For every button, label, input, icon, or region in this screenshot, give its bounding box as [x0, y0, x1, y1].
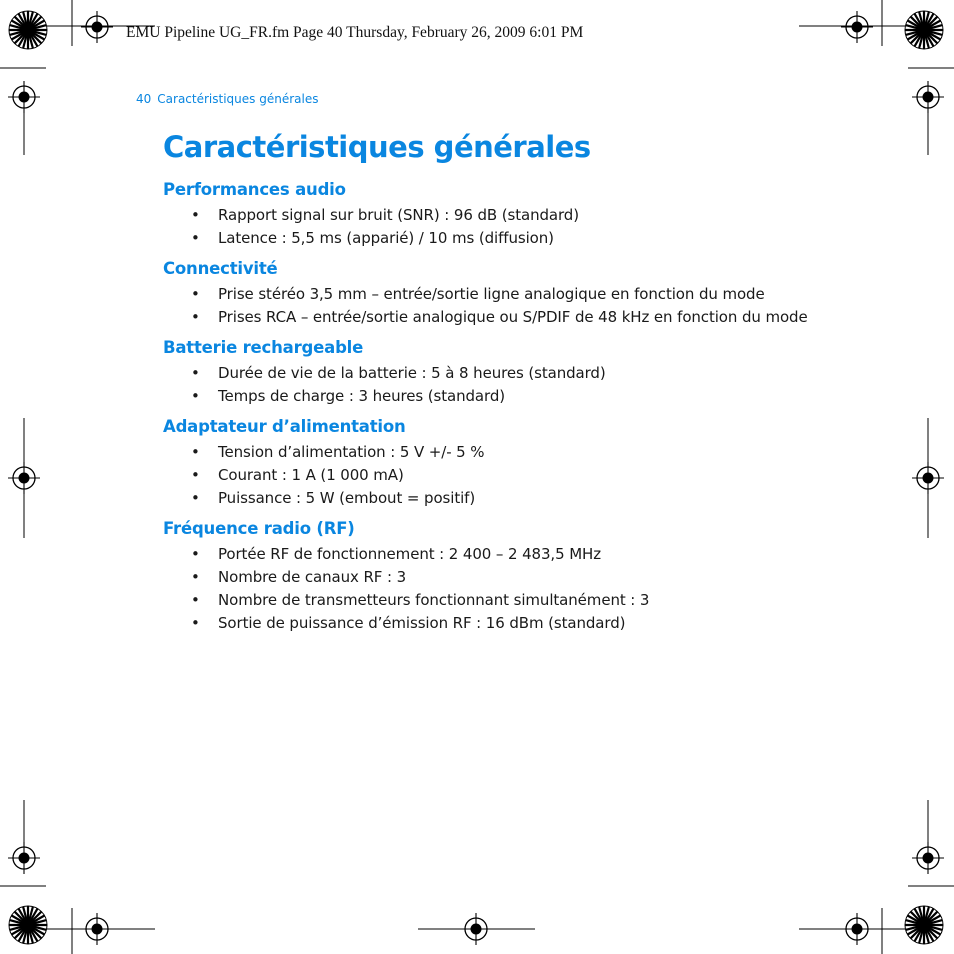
list-item-text: Nombre de canaux RF : 3	[218, 568, 407, 586]
page-title: Caractéristiques générales	[163, 130, 591, 164]
list-item-text: Puissance : 5 W (embout = positif)	[218, 489, 476, 507]
section-radio-frequency	[163, 518, 823, 632]
list-item-text: Tension d’alimentation : 5 V +/- 5 %	[218, 443, 485, 461]
bullet: •	[191, 285, 200, 303]
registration-mark-icon	[912, 842, 944, 874]
page-number: 40	[136, 92, 152, 106]
list-item	[163, 443, 823, 461]
list-item-text: Courant : 1 A (1 000 mA)	[218, 466, 404, 484]
list-item	[163, 229, 823, 247]
registration-mark-icon	[841, 11, 873, 43]
bullet: •	[191, 466, 200, 484]
registration-mark-icon	[81, 11, 113, 43]
registration-mark-icon	[841, 913, 873, 945]
list-item-text: Prise stéréo 3,5 mm – entrée/sortie ligne analogique en fonction du mode	[218, 285, 765, 303]
bullet: •	[191, 489, 200, 507]
bullet: •	[191, 364, 200, 382]
bullet: •	[191, 387, 200, 405]
registration-mark-icon	[81, 913, 113, 945]
section-rechargeable-battery	[163, 337, 823, 405]
print-slug: EMU Pipeline UG_FR.fm Page 40 Thursday, February 26, 2009 6:01 PM	[126, 24, 584, 41]
bullet: •	[191, 443, 200, 461]
bullet: •	[191, 568, 200, 586]
list-item-text: Sortie de puissance d’émission RF : 16 dBm (standard)	[218, 614, 626, 632]
list-item	[163, 466, 823, 484]
list-item	[163, 489, 823, 507]
running-head-label: Caractéristiques générales	[157, 92, 319, 106]
bullet: •	[191, 206, 200, 224]
list-item	[163, 206, 823, 224]
list-item-text: Prises RCA – entrée/sortie analogique ou S/PDIF de 48 kHz en fonction du mode	[218, 308, 808, 326]
spec-list	[163, 545, 823, 632]
list-item-text: Temps de charge : 3 heures (standard)	[218, 387, 506, 405]
list-item-text: Durée de vie de la batterie : 5 à 8 heures (standard)	[218, 364, 606, 382]
section-heading: Fréquence radio (RF)	[163, 519, 355, 538]
spec-list	[163, 443, 823, 507]
section-heading: Batterie rechargeable	[163, 338, 364, 357]
star-target-icon	[905, 906, 943, 944]
list-item-text: Portée RF de fonctionnement : 2 400 – 2 483,5 MHz	[218, 545, 601, 563]
list-item	[163, 308, 823, 326]
list-item	[163, 614, 823, 632]
registration-mark-icon	[8, 462, 40, 494]
bullet: •	[191, 545, 200, 563]
bullet: •	[191, 614, 200, 632]
registration-mark-icon	[460, 913, 492, 945]
running-head	[136, 92, 318, 106]
star-target-icon	[905, 11, 943, 49]
list-item	[163, 387, 823, 405]
registration-mark-icon	[912, 81, 944, 113]
section-power-adapter	[163, 416, 823, 507]
section-connectivity	[163, 258, 823, 326]
bullet: •	[191, 308, 200, 326]
section-heading: Adaptateur d’alimentation	[163, 417, 406, 436]
section-heading: Connectivité	[163, 259, 278, 278]
spec-list	[163, 364, 823, 405]
spec-list	[163, 206, 823, 247]
registration-mark-icon	[8, 842, 40, 874]
list-item-text: Latence : 5,5 ms (apparié) / 10 ms (diffusion)	[218, 229, 554, 247]
bullet: •	[191, 591, 200, 609]
registration-mark-icon	[912, 462, 944, 494]
section-audio-performance	[163, 179, 823, 247]
list-item-text: Rapport signal sur bruit (SNR) : 96 dB (standard)	[218, 206, 579, 224]
registration-mark-icon	[8, 81, 40, 113]
list-item	[163, 364, 823, 382]
bullet: •	[191, 229, 200, 247]
star-target-icon	[9, 906, 47, 944]
page-content	[163, 126, 823, 637]
star-target-icon	[9, 11, 47, 49]
section-heading: Performances audio	[163, 180, 346, 199]
list-item	[163, 285, 823, 303]
spec-list	[163, 285, 823, 326]
list-item	[163, 568, 823, 586]
list-item	[163, 591, 823, 609]
list-item	[163, 545, 823, 563]
list-item-text: Nombre de transmetteurs fonctionnant simultanément : 3	[218, 591, 650, 609]
